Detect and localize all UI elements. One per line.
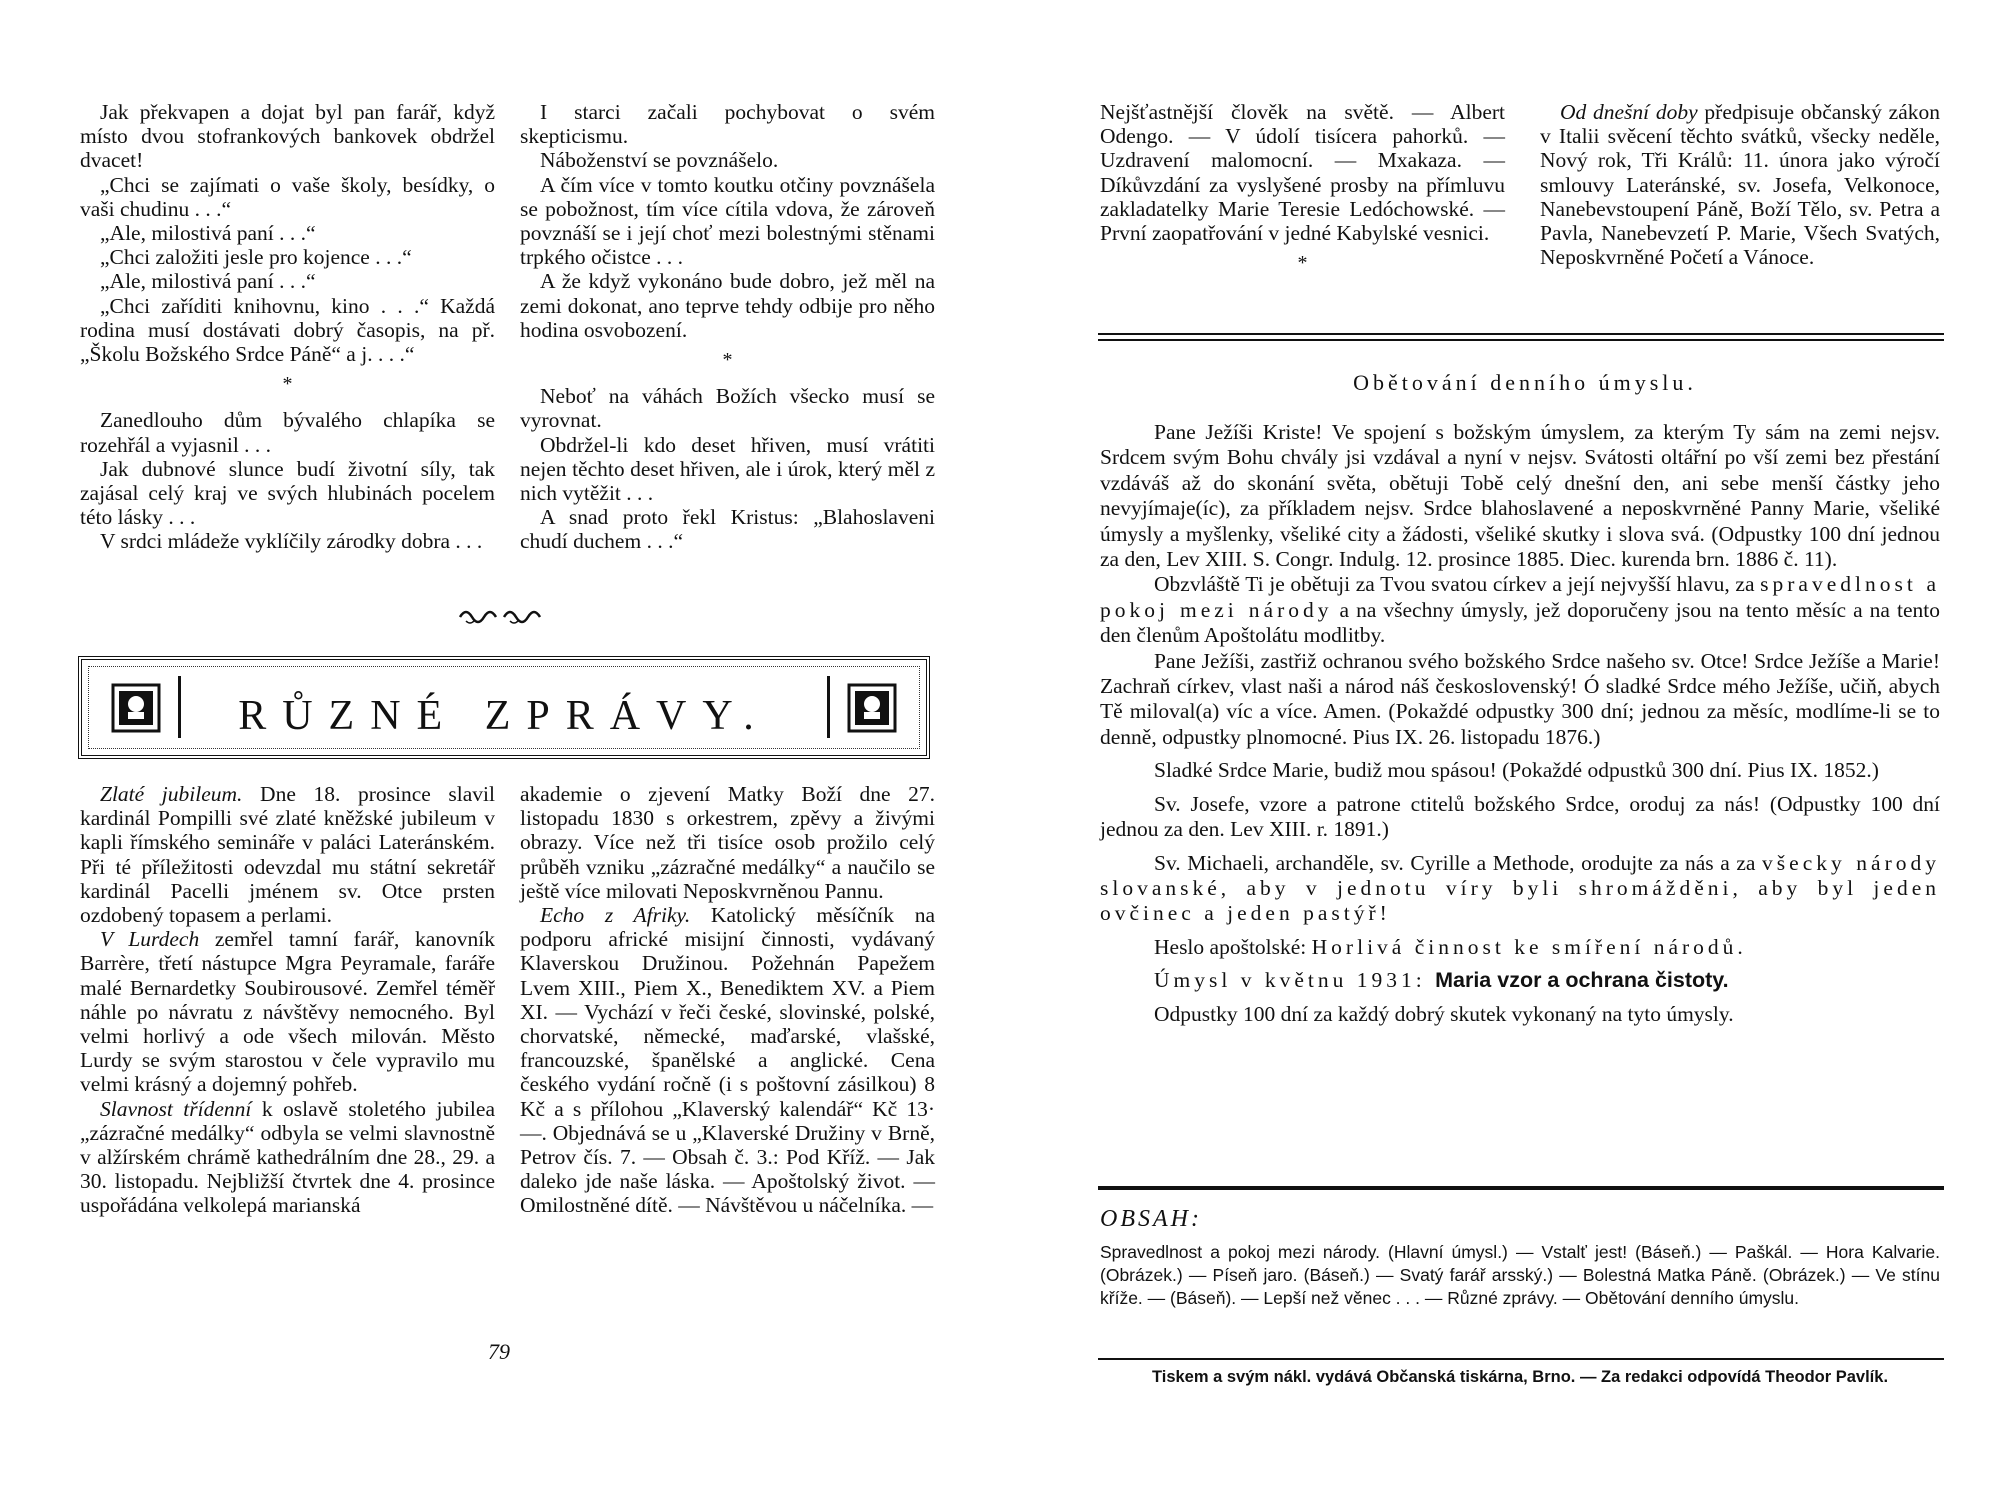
- section-star: *: [1297, 252, 1308, 275]
- news-item-title: Zlaté jubileum.: [100, 782, 243, 806]
- news-item-title: V Lurdech: [100, 927, 200, 952]
- left-col2-top: [520, 100, 935, 554]
- paragraph-title: Od dnešní doby: [1560, 100, 1698, 124]
- paragraph: V srdci mládeže vyklíčily zárodky dobra . . .: [100, 529, 483, 554]
- paragraph: Náboženství se povznášelo.: [540, 148, 779, 173]
- paragraph: A čím více v tomto koutku otčiny povznášela se pobožnost, tím více cítila vdova, že zároveň povznáší se i její choť mezi bolestnými stěnami trpkého očistce . . .: [520, 172, 935, 270]
- paragraph-text: Obzvláště Ti je obětuji za Tvou svatou církev a její nejvyšší hlavu, za: [1154, 572, 1761, 597]
- paragraph: „Chci se zajímati o vaše školy, besídky, o vaši chudinu . . .“: [80, 172, 495, 221]
- ornamental-emblem-icon: [110, 682, 162, 734]
- divider: [1098, 333, 1944, 335]
- emphasis-text: všecky národy slovanské, aby v jednotu víry byli shromážděni, aby byl jeden ovčinec a jeden pastýř!: [1100, 850, 1941, 926]
- news-item: [520, 903, 935, 1218]
- news-item: [80, 927, 495, 1096]
- banner-divider: [178, 676, 181, 738]
- news-item: akademie o zjevení Matky Boží dne 27. listopadu 1830 s orkestrem, zpěvy a živými obrazy. Více než tři tisíce osob prožilo celý průběh vzniku „zázračné medálky“ a naučilo se ještě více milovati Neposkvrněnou Pannu.: [520, 782, 935, 903]
- prayer-text: [1100, 420, 1940, 1027]
- motto-label: Heslo apoštolské:: [1154, 934, 1312, 959]
- contents-heading: OBSAH:: [1100, 1206, 1202, 1232]
- flourish-ornament-icon: [456, 603, 548, 627]
- paragraph-text: předpisuje občanský zákon v Italii svěcení těchto svátků, všecky neděle, Nový rok, Tři Králů: 11. února jako výročí smlouvy Lateránské, sv. Josefa, Velkonoce, Nanebevstoupení Páně, Boží Tělo, sv. Petra a Pavla, Nanebevzetí P. Marie, Všech Svatých, Neposkvrněné Početí a Vánoce.: [1540, 100, 1940, 270]
- paragraph: Jak překvapen a dojat byl pan farář, když místo dvou stofrankových bankovek obdržel dvacet!: [80, 100, 495, 173]
- paragraph: Sv. Josefe, vzore a patrone ctitelů božského Srdce, oroduj za nás! (Odpustky 100 dní jednou za den. Lev XIII. r. 1891.): [1100, 791, 1940, 842]
- paragraph-text: a na všechny úmysly, jež doporučeny jsou na tento měsíc a na tento den členům Apoštolátu modlitby.: [1100, 597, 1940, 648]
- divider: [1098, 1186, 1944, 1190]
- paragraph: Zanedlouho dům bývalého chlapíka se rozehřál a vyjasnil . . .: [80, 408, 495, 457]
- section-banner: [78, 656, 930, 759]
- news-item-text: Dne 18. prosince slavil kardinál Pompilli své zlaté kněžské jubileum v kapli římského semináře v paláci Lateránském. Při té příležitosti odevzdal mu státní sekretář kardinál Pacelli jménem sv. Otce prsten ozdobený topasem a perlami.: [80, 782, 495, 928]
- paragraph: „Ale, milostivá paní . . .“: [100, 269, 316, 294]
- banner-title: RŮZNÉ ZPRÁVY.: [238, 693, 770, 739]
- section-star: *: [282, 373, 293, 396]
- motto: [1100, 935, 1940, 960]
- ornamental-emblem-icon: [846, 682, 898, 734]
- paragraph: „Chci zaříditi knihovnu, kino . . .“ Každá rodina musí dostávati dobrý časopis, na př. „Školu Božského Srdce Páně“ a j. . . .“: [80, 293, 495, 367]
- paragraph: I starci začali pochybovat o svém skepticismu.: [520, 100, 935, 149]
- banner-divider: [827, 676, 830, 738]
- paragraph: Neboť na váhách Božích všecko musí se vyrovnat.: [520, 384, 935, 433]
- imprint-footer: Tiskem a svým nákl. vydává Občanská tiskárna, Brno. — Za redakci odpovídá Theodor Pavlík.: [1151, 1368, 1889, 1386]
- paragraph: A snad proto řekl Kristus: „Blahoslaveni chudí duchem . . .“: [520, 505, 935, 554]
- news-item-text: zemřel tamní farář, kanovník Barrère, třetí nástupce Mgra Peyramale, faráře malé Bernardetky Soubirousové. Zemřel téměř náhle po návratu z návštěvy nemocného. Byl velmi horlivý a ode všech milován. Město Lurdy se svým starostou v čele vypravilo mu velmi krásný a dojemný pohřeb.: [80, 927, 496, 1097]
- paragraph: [1540, 100, 1940, 269]
- intention-label: Úmysl v květnu 1931:: [1154, 968, 1436, 993]
- paragraph: Pane Ježíši Kriste! Ve spojení s božským úmyslem, za kterým Ty sám na zemi nejsv. Srdcem svým Bohu chvály jsi vzdával a nyní v nejsv. Svátosti oltářní po vší zemi bez přestání vzdáváš až do skonání světa, obětuji Tobě celý dnešní den, ani sebe menší částky jeho nevyjímaje(íc), za příkladem nejsv. Srdce blahoslavené a neposkvrněné Panny Marie, všeliké úmysly a myšlenky, všeliké city a žádosti, všeliké skutky i slova svá. (Odpustky 100 dní jednou za den, Lev XIII. S. Congr. Indulg. 12. prosince 1885. Diec. kurenda brn. 1886 č. 11).: [1100, 420, 1940, 572]
- paragraph: Obdržel-li kdo deset hřiven, musí vrátiti nejen těchto deset hřiven, ale i úrok, který měl z nich vytěžit . . .: [520, 432, 935, 506]
- page-number: 79: [488, 1339, 510, 1364]
- right-col3: [1100, 100, 1505, 287]
- left-col1-top: [80, 100, 495, 554]
- divider: [1098, 1358, 1944, 1360]
- right-col4: [1540, 100, 1940, 269]
- news-item-title: Slavnost třídenní: [100, 1096, 252, 1121]
- contents-list: Spravedlnost a pokoj mezi národy. (Hlavní úmysl.) — Vstalť jest! (Báseň.) — Paškál. — Hora Kalvarie. (Obrázek.) — Píseň jaro. (Báseň.) — Svatý farář arsský.) — Bolestná Matka Páně. (Obrázek.) — Ve stínu kříže. — (Báseň). — Lepší než věnec . . . — Různé zprávy. — Obětování denního úmyslu.: [1100, 1242, 1940, 1308]
- paragraph-text: Sv. Michaeli, archanděle, sv. Cyrille a Methode, orodujte za nás a za: [1154, 850, 1763, 875]
- paragraph: Jak dubnové slunce budí životní síly, tak zajásal celý kraj ve svých hlubinách pocelem této lásky . . .: [80, 456, 495, 530]
- news-item: [80, 1097, 495, 1218]
- section-heading: Obětování denního úmyslu.: [1353, 370, 1697, 395]
- paragraph: A že když vykonáno bude dobro, jež měl na zemi dokonat, ano teprve tehdy odbije pro něho hodina osvobození.: [520, 269, 935, 342]
- paragraph: Pane Ježíši, zastřiž ochranou svého božského Srdce našeho sv. Otce! Srdce Ježíše a Marie! Zachraň církev, vlast naši a národ náš československý! Ó sladké Srdce mého Ježíše, učiň, abych Tě miloval(a) víc a více. Amen. (Pokaždé odpustky 300 dní; jednou za měsíc, modlíme-li se to denně, odpustky plnomocné. Pius IX. 26. listopadu 1876.): [1100, 648, 1940, 749]
- news-item: [80, 782, 495, 927]
- news-col2: [520, 782, 935, 1218]
- paragraph: Odpustky 100 dní za každý dobrý skutek vykonaný na tyto úmysly.: [1154, 1001, 1734, 1026]
- paragraph: Nejšťastnější člověk na světě. — Albert Odengo. — V údolí tisícera pahorků. — Uzdravení malomocní. — Mxakaza. — Díkůvzdání za vyslyšené prosby na přímluvu zakladatelky Marie Teresie Ledóchowské. — První zaopatřování v jedné Kabylské vesnici.: [1100, 100, 1505, 246]
- paragraph: [1100, 851, 1940, 927]
- motto-text: Horlivá činnost ke smíření národů.: [1311, 934, 1747, 959]
- news-item-text: Katolický měsíčník na podporu africké misijní činnosti, vydávaný Klaverskou Družinou. Požehnán Papežem Lvem XIII., Piem X., Benediktem XV. a Piem XI. — Vychází v řeči české, slovinské, polské, chorvatské, německé, maďarské, vlašské, francouzské, španělské a anglické. Cena českého vydání ročně (i s poštovní zásilkou) 8 Kč a s přílohou „Klaverský kalendář“ Kč 13·—. Objednává se u „Klaverské Družiny v Brně, Petrov čís. 7. — Obsah č. 3.: Pod Kříž. — Jak daleko jde naše láska. — Apoštolský život. — Omilostněné dítě. — Návštěvou u náčelníka. —: [520, 903, 935, 1218]
- news-col1: [80, 782, 495, 1218]
- paragraph: „Ale, milostivá paní . . .“: [100, 221, 316, 246]
- paragraph: Sladké Srdce Marie, budiž mou spásou! (Pokaždé odpustků 300 dní. Pius IX. 1852.): [1154, 758, 1879, 783]
- news-item-title: Echo z Afriky.: [540, 903, 691, 928]
- monthly-intention: [1100, 968, 1940, 993]
- divider: [1098, 339, 1944, 341]
- paragraph: „Chci založiti jesle pro kojence . . .“: [100, 245, 412, 270]
- intention-text: Maria vzor a ochrana čistoty.: [1435, 968, 1729, 993]
- section-star: *: [722, 349, 733, 372]
- emphasis-text: spravedlnost a pokoj mezi národy: [1100, 572, 1941, 622]
- paragraph: [1100, 572, 1940, 648]
- news-item-text: k oslavě stoletého jubilea „zázračné medálky“ odbyla se velmi slavnostně v alžírském chrámě kathedrálním dne 28., 29. a 30. listopadu. Nejbližší čtvrtek dne 4. prosince uspořádána velkolepá marianská: [80, 1096, 495, 1218]
